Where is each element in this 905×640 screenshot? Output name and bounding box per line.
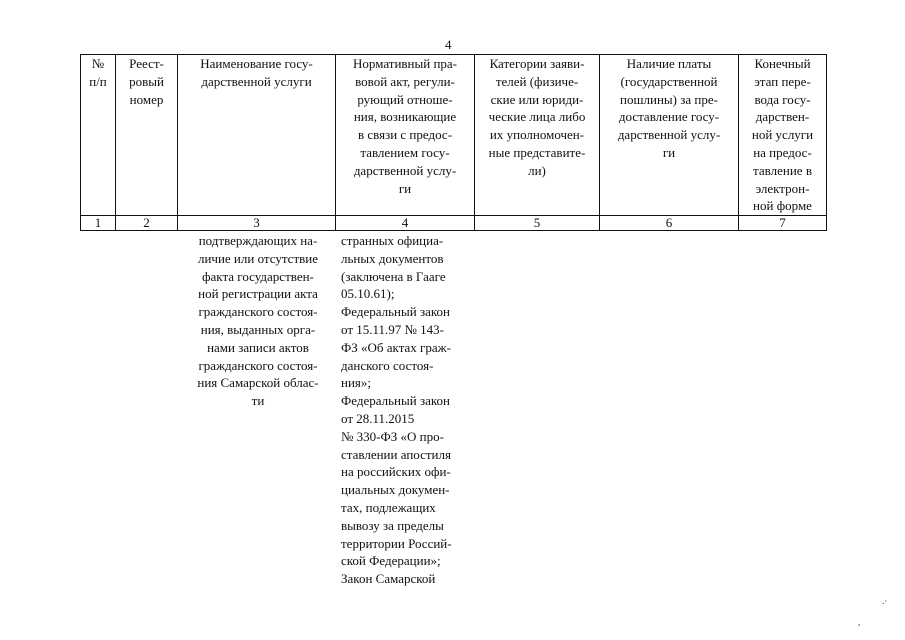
legal-act-continuation: странных официа- льных документов (заключена в Гааге 05.10.61); Федеральный закон от 15.11.97 № 143- ФЗ «Об актах граж- данского состоя- ния»; Федеральный закон от 28.11.2015 № 330-ФЗ «О про- ставлении апостиля на российских офи- циальных докумен- тах, подлежащих вывозу за пределы территории Россий- ской Федерации»; Закон Самарской: [341, 233, 452, 587]
page-number: 4: [445, 37, 452, 52]
scan-speck: .·: [882, 596, 888, 606]
column-number: 3: [178, 216, 336, 231]
header-electronic-stage: Конечный этап пере- вода госу- дарствен- ной услуги на предос- тавление в электрон- ной форме: [739, 55, 827, 216]
column-number: 7: [739, 216, 827, 231]
column-number: 4: [336, 216, 475, 231]
header-number: № п/п: [81, 55, 116, 216]
column-number: 6: [600, 216, 739, 231]
scan-speck: ,: [858, 617, 861, 627]
services-table: [80, 54, 827, 231]
header-service-name: Наименование госу- дарственной услуги: [178, 55, 336, 216]
column-number-row: [81, 216, 827, 231]
header-registry-number: Реест- ровый номер: [116, 55, 178, 216]
service-name-continuation: подтверждающих на- личие или отсутствие факта государствен- ной регистрации акта гражданского состоя- ния, выданных орга- нами записи актов гражданского состоя- ния Самарской облас- ти: [197, 233, 319, 409]
column-number: 5: [475, 216, 600, 231]
header-legal-act: Нормативный пра- вовой акт, регули- рующий отноше- ния, возникающие в связи с предос- тавлением госу- дарственной услу- ги: [336, 55, 475, 216]
table-header-row: [81, 55, 827, 216]
header-fee: Наличие платы (государственной пошлины) за пре- доставление госу- дарственной услу- ги: [600, 55, 739, 216]
column-number: 2: [116, 216, 178, 231]
header-applicant-categories: Категории заяви- телей (физиче- ские или юриди- ческие лица либо их уполномочен- ные представите- ли): [475, 55, 600, 216]
column-number: 1: [81, 216, 116, 231]
